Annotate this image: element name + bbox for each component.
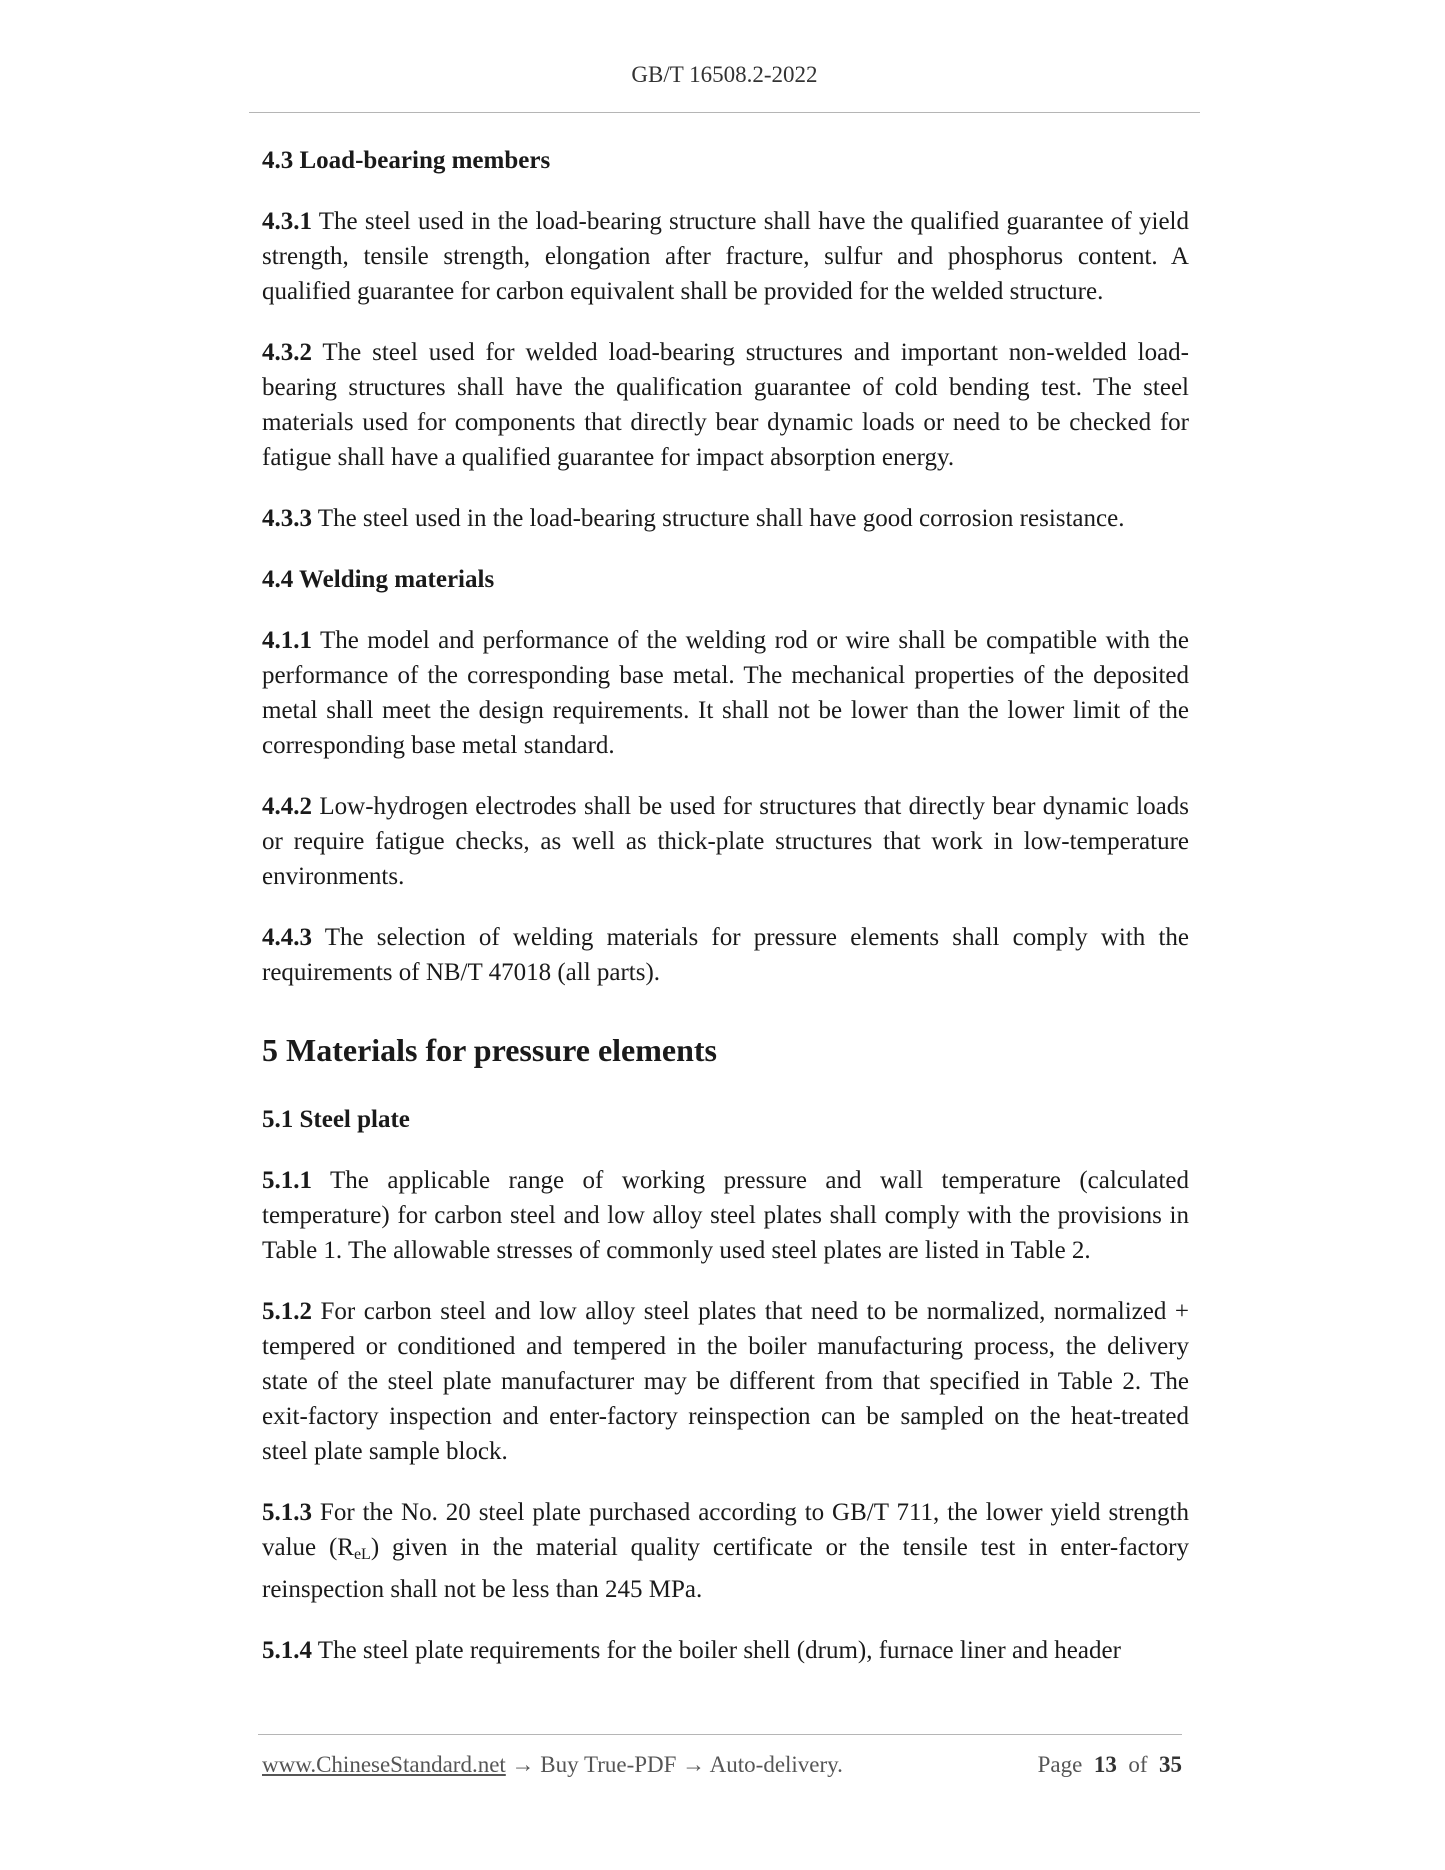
footer-promo	[262, 1752, 843, 1778]
clause-text: For the No. 20 steel plate purchased according to GB/T 711, the lower yield strength value (R	[262, 1499, 1189, 1561]
chapter-heading-5: 5 Materials for pressure elements	[262, 1032, 717, 1068]
clause-number: 4.3.3	[262, 505, 312, 532]
total-pages: 35	[1159, 1752, 1182, 1777]
clause-number: 5.1.1	[262, 1167, 312, 1194]
clause-number: 4.3.1	[262, 208, 312, 235]
clause-text: For carbon steel and low alloy steel plates that need to be normalized, normalized + tempered or conditioned and tempered in the boiler manufacturing process, the delivery state of the steel plate manufacturer may be different from that specified in Table 2. The exit-factory inspection and enter-factory reinspection can be sampled on the heat-treated steel plate sample block.	[262, 1298, 1189, 1465]
clause-4-3-1	[262, 204, 1189, 309]
clause-number: 5.1.3	[262, 1499, 312, 1526]
clause-text: The model and performance of the welding rod or wire shall be compatible with the performance of the corresponding base metal. The mechanical properties of the deposited metal shall meet the design requirements. It shall not be lower than the lower limit of the corresponding base metal standard.	[262, 627, 1189, 759]
section-heading-5-1: 5.1 Steel plate	[262, 1106, 410, 1133]
clause-number: 5.1.2	[262, 1298, 312, 1325]
footer-divider	[258, 1734, 1182, 1735]
of-label: of	[1128, 1752, 1148, 1777]
clause-number: 5.1.4	[262, 1637, 312, 1664]
page-header: GB/T 16508.2-2022	[631, 62, 818, 87]
page-number	[1038, 1752, 1182, 1778]
clause-text: The selection of welding materials for pressure elements shall comply with the requirements of NB/T 47018 (all parts).	[262, 924, 1189, 986]
section-heading-4-4: 4.4 Welding materials	[262, 566, 495, 593]
subscript: eL	[353, 1546, 371, 1563]
clause-number: 4.3.2	[262, 339, 312, 366]
clause-number: 4.1.1	[262, 627, 312, 654]
header-divider	[249, 112, 1200, 113]
clause-5-1-1	[262, 1163, 1189, 1268]
clause-number: 4.4.3	[262, 924, 312, 951]
current-page: 13	[1093, 1752, 1117, 1777]
clause-text: The steel used in the load-bearing structure shall have the qualified guarantee of yield strength, tensile strength, elongation after fracture, sulfur and phosphorus content. A qualified guarantee for carbon equivalent shall be provided for the welded structure.	[262, 208, 1189, 305]
clause-4-3-3	[262, 501, 1189, 536]
clause-4-3-2	[262, 335, 1189, 475]
clause-text: The applicable range of working pressure and wall temperature (calculated temperature) for carbon steel and low alloy steel plates shall comply with the provisions in Table 1. The allowable stresses of commonly used steel plates are listed in Table 2.	[262, 1167, 1189, 1264]
clause-text: The steel plate requirements for the boiler shell (drum), furnace liner and header	[312, 1637, 1121, 1664]
page-label: Page	[1037, 1752, 1083, 1777]
clause-4-4-1	[262, 623, 1189, 763]
promo-text: → Buy True-PDF → Auto-delivery.	[505, 1752, 843, 1777]
document-body	[262, 143, 1189, 1694]
clause-number: 4.4.2	[262, 793, 312, 820]
clause-5-1-2	[262, 1294, 1189, 1469]
clause-4-4-2	[262, 789, 1189, 894]
clause-4-4-3	[262, 920, 1189, 990]
site-link[interactable]: www.ChineseStandard.net	[262, 1752, 506, 1777]
clause-text: The steel used for welded load-bearing structures and important non-welded load-bearing structures shall have the qualification guarantee of cold bending test. The steel materials used for components that directly bear dynamic loads or need to be checked for fatigue shall have a qualified guarantee for impact absorption energy.	[262, 339, 1189, 471]
clause-5-1-4	[262, 1633, 1189, 1668]
clause-5-1-3	[262, 1495, 1189, 1607]
section-heading-4-3: 4.3 Load-bearing members	[262, 147, 551, 174]
clause-text: The steel used in the load-bearing structure shall have good corrosion resistance.	[312, 505, 1125, 532]
clause-text: Low-hydrogen electrodes shall be used for structures that directly bear dynamic loads or require fatigue checks, as well as thick-plate structures that work in low-temperature environments.	[262, 793, 1189, 890]
clause-text: ) given in the material quality certificate or the tensile test in enter-factory reinspection shall not be less than 245 MPa.	[262, 1534, 1190, 1603]
